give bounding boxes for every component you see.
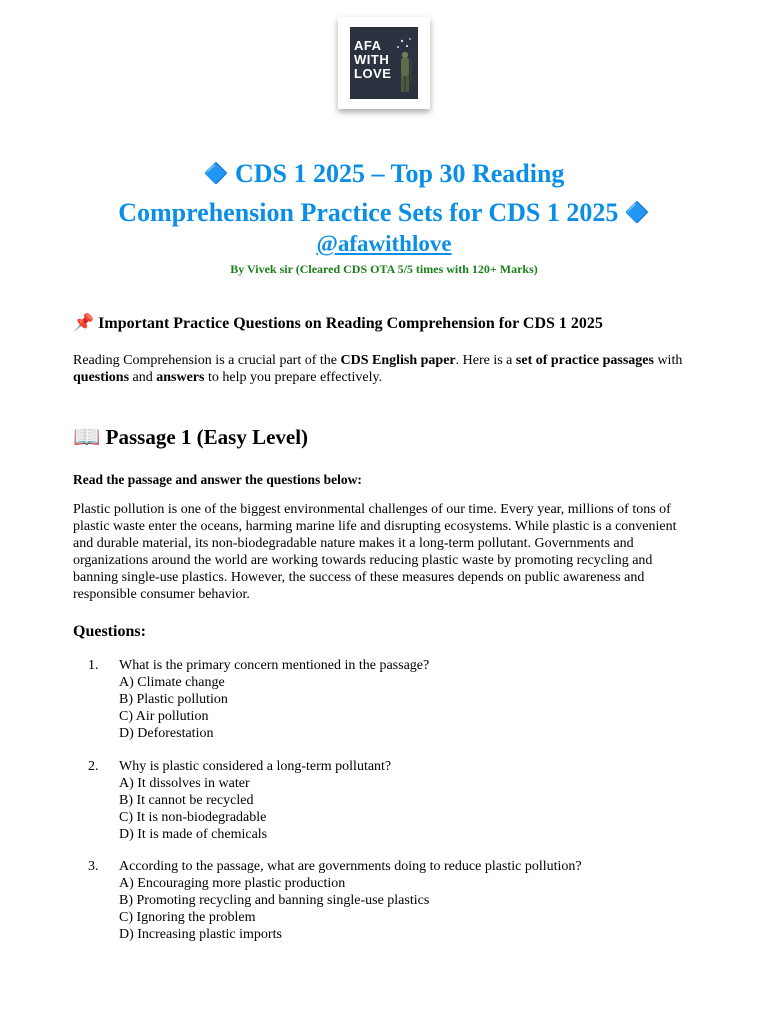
instruction-text: Read the passage and answer the questions below:	[73, 472, 362, 487]
section-heading-text: Important Practice Questions on Reading Comprehension for CDS 1 2025	[98, 315, 603, 332]
logo-line-2: WITH	[354, 52, 390, 67]
intro-text: Reading Comprehension is a crucial part of the	[73, 353, 341, 368]
page-title-line-2	[40, 194, 728, 232]
question-text: What is the primary concern mentioned in the passage?	[119, 658, 430, 673]
handle-link[interactable]: @afawithlove	[316, 231, 452, 256]
title-text-2: Comprehension Practice Sets for CDS 1 2025	[118, 198, 619, 227]
intro-text: and	[129, 370, 157, 385]
option: C) Ignoring the problem	[119, 910, 256, 925]
intro-text: to help you prepare effectively.	[204, 370, 383, 385]
open-book-icon: 📖	[73, 424, 101, 449]
option: D) Deforestation	[119, 726, 214, 741]
intro-bold: questions	[73, 370, 130, 385]
logo-frame	[338, 17, 430, 109]
intro-text: . Here is a	[455, 353, 516, 368]
passage-heading-text: Passage 1 (Easy Level)	[105, 425, 309, 449]
title-text-1: CDS 1 2025 – Top 30 Reading	[234, 159, 565, 188]
option: A) Encouraging more plastic production	[119, 876, 346, 891]
pushpin-icon: 📌	[73, 313, 95, 332]
intro-bold: answers	[156, 370, 205, 385]
option: B) Promoting recycling and banning single-use plastics	[119, 893, 430, 908]
option: A) Climate change	[119, 675, 225, 690]
blue-diamond-icon: 🔷	[203, 163, 229, 185]
passage-heading	[73, 424, 308, 450]
intro-bold: set of practice passages	[515, 353, 654, 368]
intro-text: with	[653, 353, 683, 368]
blue-diamond-icon: 🔷	[624, 202, 650, 224]
question-number: 1.	[88, 658, 99, 673]
section-heading	[73, 313, 603, 333]
logo-line-1: AFA	[354, 38, 382, 53]
option: D) Increasing plastic imports	[119, 927, 282, 942]
questions-heading: Questions:	[73, 623, 146, 640]
passage-paragraph: Plastic pollution is one of the biggest environmental challenges of our time. Every year, millions of tons of plastic waste enter the oceans, harming marine life and disrupting ecosystems. While plastic is a convenient and durable material, its non-biodegradable nature makes it a long-term pollutant. Governments and organizations around the world are working towards reducing plastic waste by promoting recycling and banning single-use plastics. However, the success of these measures depends on public awareness and responsible consumer behavior.	[73, 502, 677, 602]
option: C) Air pollution	[119, 709, 209, 724]
question-number: 2.	[88, 759, 99, 774]
question-text: Why is plastic considered a long-term pollutant?	[119, 759, 392, 774]
question-number: 3.	[88, 859, 99, 874]
intro-bold: CDS English paper	[340, 353, 456, 368]
option: B) It cannot be recycled	[119, 793, 254, 808]
option: A) It dissolves in water	[119, 776, 250, 791]
page-title-line-1	[40, 155, 728, 193]
afa-with-love-logo	[350, 27, 418, 99]
logo-line-3: LOVE	[354, 66, 392, 81]
option: B) Plastic pollution	[119, 692, 228, 707]
intro-paragraph	[73, 352, 698, 386]
question-text: According to the passage, what are governments doing to reduce plastic pollution?	[119, 859, 582, 874]
option: D) It is made of chemicals	[119, 827, 268, 842]
option: C) It is non-biodegradable	[119, 810, 267, 825]
byline: By Vivek sir (Cleared CDS OTA 5/5 times with 120+ Marks)	[230, 262, 538, 276]
